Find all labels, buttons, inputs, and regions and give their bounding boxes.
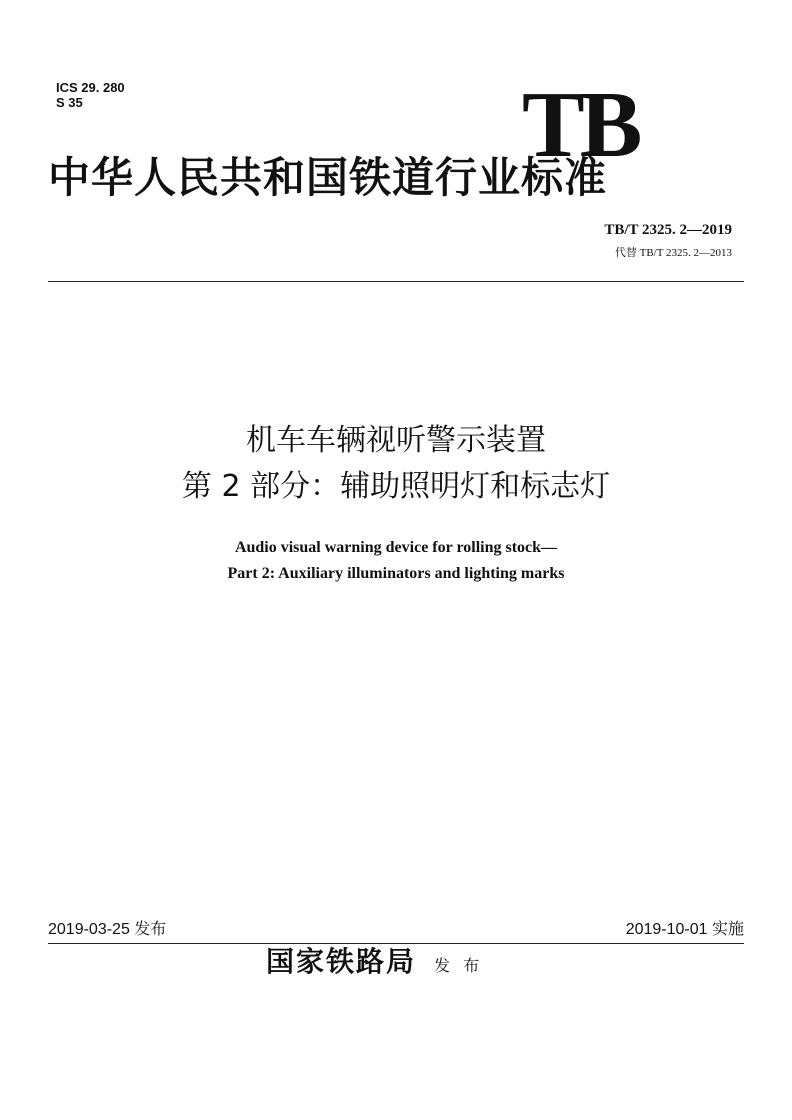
ics-code: ICS 29. 280 [56, 80, 125, 95]
ccs-code: S 35 [56, 95, 83, 110]
title-zh-line2: 第 2 部分：辅助照明灯和标志灯 [181, 469, 611, 504]
implement-date: 2019-10-01 实施 [625, 921, 744, 938]
title-en-line2: Part 2: Auxiliary illuminators and lighting marks [227, 565, 565, 582]
classification-codes [56, 80, 125, 110]
replaces-note: 代替 TB/T 2325. 2—2013 [614, 247, 732, 259]
issue-date: 2019-03-25 发布 [48, 921, 167, 938]
tb-logo: TB [522, 73, 638, 177]
header-rule [48, 281, 744, 282]
title-zh-line1: 机车车辆视听警示装置 [246, 423, 546, 458]
title-en-line1: Audio visual warning device for rolling stock— [234, 539, 558, 556]
issuer-name: 国家铁路局 [266, 945, 417, 978]
standard-title: 中华人民共和国铁道行业标准 [48, 153, 608, 202]
issuer [266, 944, 483, 984]
issuer-suffix: 发 布 [434, 956, 484, 975]
standard-number: TB/T 2325. 2—2019 [604, 222, 732, 238]
